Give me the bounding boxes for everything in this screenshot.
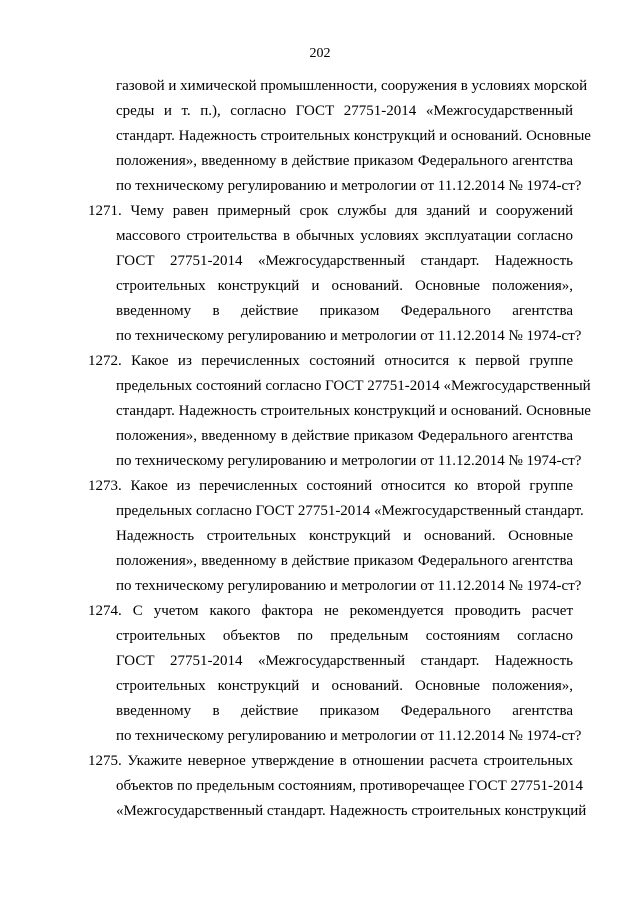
text-line: положения», введенному в действие приказом Федерального агентства	[116, 428, 573, 444]
text-line: среды и т. п.), согласно ГОСТ 27751-2014 «Межгосударственный	[116, 103, 573, 119]
text-line: Надежность строительных конструкций и оснований. Основные	[116, 528, 573, 544]
text-line: положения», введенному в действие приказом Федерального агентства	[116, 553, 573, 569]
text-line: строительных конструкций и оснований. Основные положения»,	[116, 278, 573, 294]
question-1271-first-line: 1271. Чему равен примерный срок службы для зданий и сооружений	[88, 203, 573, 219]
text-line: введенному в действие приказом Федерального агентства	[116, 703, 573, 719]
question-1274-first-line: 1274. С учетом какого фактора не рекомендуется проводить расчет	[88, 603, 573, 619]
text-line: стандарт. Надежность строительных конструкций и оснований. Основные	[116, 403, 591, 419]
text-line: по техническому регулированию и метрологии от 11.12.2014 № 1974-ст?	[116, 578, 582, 594]
page-number: 202	[309, 46, 331, 61]
question-1273-first-line: 1273. Какое из перечисленных состояний относится ко второй группе	[88, 478, 573, 494]
text-line: строительных объектов по предельным состояниям согласно	[116, 628, 573, 644]
text-line: предельных согласно ГОСТ 27751-2014 «Межгосударственный стандарт.	[116, 503, 584, 519]
text-line: по техническому регулированию и метрологии от 11.12.2014 № 1974-ст?	[116, 728, 582, 744]
text-line: стандарт. Надежность строительных конструкций и оснований. Основные	[116, 128, 591, 144]
text-line: по техническому регулированию и метрологии от 11.12.2014 № 1974-ст?	[116, 328, 582, 344]
text-line: положения», введенному в действие приказом Федерального агентства	[116, 153, 573, 169]
question-1272-first-line: 1272. Какое из перечисленных состояний относится к первой группе	[88, 353, 573, 369]
text-line: объектов по предельным состояниям, противоречащее ГОСТ 27751-2014	[116, 778, 584, 794]
text-line: по техническому регулированию и метрологии от 11.12.2014 № 1974-ст?	[116, 178, 582, 194]
text-line: по техническому регулированию и метрологии от 11.12.2014 № 1974-ст?	[116, 453, 582, 469]
text-line: газовой и химической промышленности, сооружения в условиях морской	[116, 78, 588, 94]
question-1275-first-line: 1275. Укажите неверное утверждение в отношении расчета строительных	[88, 753, 573, 769]
text-line: предельных состояний согласно ГОСТ 27751-2014 «Межгосударственный	[116, 378, 591, 394]
text-line: ГОСТ 27751-2014 «Межгосударственный стандарт. Надежность	[116, 653, 573, 669]
text-line: «Межгосударственный стандарт. Надежность строительных конструкций	[116, 803, 587, 819]
text-line: массового строительства в обычных условиях эксплуатации согласно	[116, 228, 573, 244]
text-line: строительных конструкций и оснований. Основные положения»,	[116, 678, 573, 694]
text-line: введенному в действие приказом Федерального агентства	[116, 303, 573, 319]
text-line: ГОСТ 27751-2014 «Межгосударственный стандарт. Надежность	[116, 253, 573, 269]
